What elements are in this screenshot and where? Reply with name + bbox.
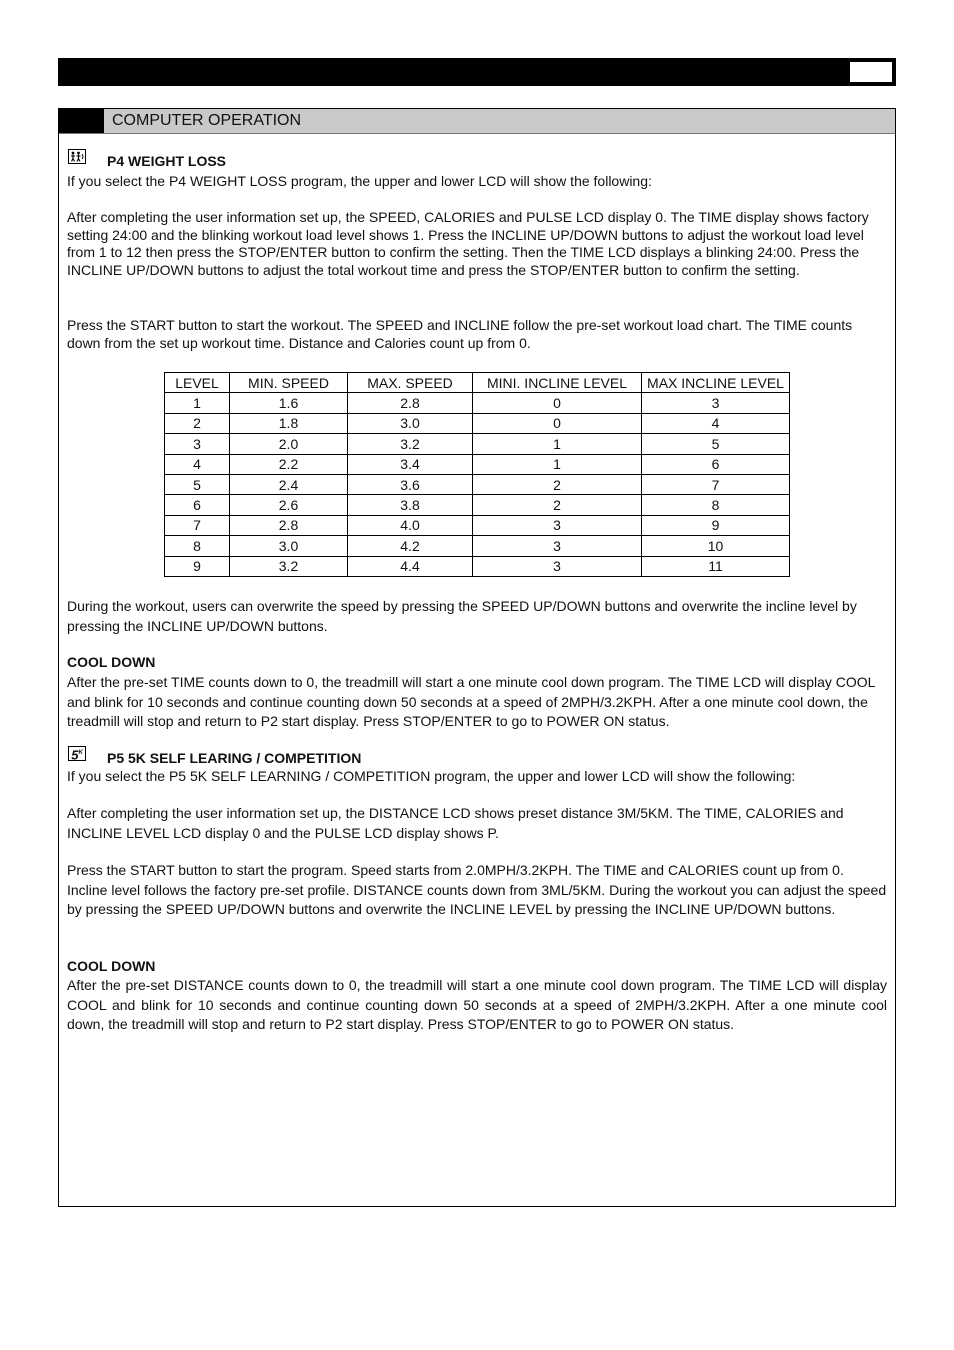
table-cell: 1 bbox=[473, 454, 642, 474]
table-cell: 10 bbox=[642, 536, 790, 556]
table-cell: 2 bbox=[165, 413, 230, 433]
p5-start-paragraph: Press the START button to start the program. Speed starts from 2.0MPH/3.2KPH. The TIME and CALORIES count up from 0. Incline level follows the factory pre-set profile. DISTANCE counts down from 3ML/5KM. During the workout you can adjust the speed by pressing the SPEED UP/DOWN buttons and overwrite the INCLINE LEVEL by pressing the INCLINE UP/DOWN buttons. bbox=[67, 862, 887, 917]
table-cell: 9 bbox=[642, 515, 790, 535]
table-cell: 3.2 bbox=[348, 434, 473, 454]
table-header-cell: MIN. SPEED bbox=[230, 373, 348, 393]
table-cell: 7 bbox=[165, 515, 230, 535]
table-cell: 9 bbox=[165, 556, 230, 576]
table-cell: 0 bbox=[473, 413, 642, 433]
table-row bbox=[165, 495, 790, 515]
table-cell: 2.2 bbox=[230, 454, 348, 474]
table-cell: 1.8 bbox=[230, 413, 348, 433]
table-cell: 3.2 bbox=[230, 556, 348, 576]
5k-icon bbox=[68, 746, 86, 761]
p5-cooldown-title: COOL DOWN bbox=[67, 958, 156, 974]
table-cell: 7 bbox=[642, 474, 790, 494]
table-cell: 1.6 bbox=[230, 393, 348, 413]
table-cell: 2 bbox=[473, 495, 642, 515]
table-cell: 4.0 bbox=[348, 515, 473, 535]
table-row bbox=[165, 515, 790, 535]
table-cell: 5 bbox=[165, 474, 230, 494]
weight-loss-icon bbox=[68, 149, 86, 164]
table-cell: 3.4 bbox=[348, 454, 473, 474]
table-cell: 3 bbox=[642, 393, 790, 413]
p4-title: P4 WEIGHT LOSS bbox=[107, 153, 227, 169]
table-cell: 4 bbox=[165, 454, 230, 474]
table-header-cell: MAX INCLINE LEVEL bbox=[642, 373, 790, 393]
table-cell: 3 bbox=[473, 515, 642, 535]
table-cell: 2.4 bbox=[230, 474, 348, 494]
table-cell: 6 bbox=[165, 495, 230, 515]
table-cell: 3 bbox=[165, 434, 230, 454]
table-cell: 1 bbox=[473, 434, 642, 454]
table-cell: 5 bbox=[642, 434, 790, 454]
table-row bbox=[165, 536, 790, 556]
table-cell: 1 bbox=[165, 393, 230, 413]
table-row bbox=[165, 474, 790, 494]
table-cell: 3.8 bbox=[348, 495, 473, 515]
table-cell: 3.0 bbox=[348, 413, 473, 433]
table-cell: 3 bbox=[473, 536, 642, 556]
section-header bbox=[59, 109, 895, 134]
section-title: COMPUTER OPERATION bbox=[112, 112, 302, 129]
table-cell: 2.8 bbox=[348, 393, 473, 413]
table-cell: 2.8 bbox=[230, 515, 348, 535]
table-cell: 3.0 bbox=[230, 536, 348, 556]
table-cell: 11 bbox=[642, 556, 790, 576]
table-cell: 8 bbox=[165, 536, 230, 556]
table-cell: 2.6 bbox=[230, 495, 348, 515]
table-row bbox=[165, 413, 790, 433]
table-header-cell: LEVEL bbox=[165, 373, 230, 393]
table-row bbox=[165, 393, 790, 413]
5k-icon-suffix: K bbox=[78, 750, 83, 756]
table-cell: 0 bbox=[473, 393, 642, 413]
table-row bbox=[165, 454, 790, 474]
p4-setup-paragraph: After completing the user information set up, the SPEED, CALORIES and PULSE LCD display 0. The TIME display shows factory setting 24:00 and the blinking workout load level shows 1. Press the INCLINE UP/DOWN buttons to adjust the workout load level from 1 to 12 then press the STOP/ENTER button to confirm the setting. Then the TIME LCD displays a blinking 24:00. Press the INCLINE UP/DOWN buttons to adjust the total workout time and press the STOP/ENTER button to confirm the setting. bbox=[67, 209, 869, 278]
table-cell: 4 bbox=[642, 413, 790, 433]
header-bar bbox=[58, 58, 896, 86]
p5-intro: If you select the P5 5K SELF LEARNING / COMPETITION program, the upper and lower LCD will show the following: bbox=[67, 768, 796, 784]
5k-icon-number: 5 bbox=[71, 747, 79, 763]
table-row bbox=[165, 556, 790, 576]
section-header-marker bbox=[59, 109, 104, 133]
table-header-cell: MINI. INCLINE LEVEL bbox=[473, 373, 642, 393]
page-number-box bbox=[849, 61, 893, 83]
p4-overwrite-paragraph: During the workout, users can overwrite the speed by pressing the SPEED UP/DOWN buttons and overwrite the incline level by pressing the INCLINE UP/DOWN buttons. bbox=[67, 598, 857, 634]
table-cell: 3 bbox=[473, 556, 642, 576]
p5-setup-paragraph: After completing the user information set up, the DISTANCE LCD shows preset distance 3M/5KM. The TIME, CALORIES and INCLINE LEVEL LCD display 0 and the PULSE LCD display shows P. bbox=[67, 805, 844, 841]
p4-cooldown-title: COOL DOWN bbox=[67, 654, 156, 670]
table-header-cell: MAX. SPEED bbox=[348, 373, 473, 393]
table-header-row bbox=[165, 373, 790, 393]
p4-start-paragraph: Press the START button to start the workout. The SPEED and INCLINE follow the pre-set workout load chart. The TIME counts down from the set up workout time. Distance and Calories count up from 0. bbox=[67, 317, 853, 351]
table-cell: 8 bbox=[642, 495, 790, 515]
p4-cooldown-text: After the pre-set TIME counts down to 0, the treadmill will start a one minute cool down program. The TIME LCD will display COOL and blink for 10 seconds and continue counting down 50 seconds at a speed of 2MPH/3.2KPH. After a one minute cool down, the treadmill will stop and return to P2 start display. Press STOP/ENTER to go to POWER ON status. bbox=[67, 674, 875, 729]
workout-load-table bbox=[164, 372, 790, 577]
p5-cooldown-text: After the pre-set DISTANCE counts down to 0, the treadmill will start a one minute cool down program. The TIME LCD will display COOL and blink for 10 seconds and continue counting down 50 seconds at a speed of 2MPH/3.2KPH. After a one minute cool down, the treadmill will stop and return to P2 start display. Press STOP/ENTER to go to POWER ON status. bbox=[67, 977, 887, 1032]
p5-title: P5 5K SELF LEARING / COMPETITION bbox=[107, 750, 362, 766]
table-cell: 4.2 bbox=[348, 536, 473, 556]
table-row bbox=[165, 434, 790, 454]
table-cell: 2.0 bbox=[230, 434, 348, 454]
table-cell: 3.6 bbox=[348, 474, 473, 494]
table-cell: 6 bbox=[642, 454, 790, 474]
table-cell: 4.4 bbox=[348, 556, 473, 576]
table-cell: 2 bbox=[473, 474, 642, 494]
p4-intro: If you select the P4 WEIGHT LOSS program, the upper and lower LCD will show the following: bbox=[67, 173, 652, 189]
